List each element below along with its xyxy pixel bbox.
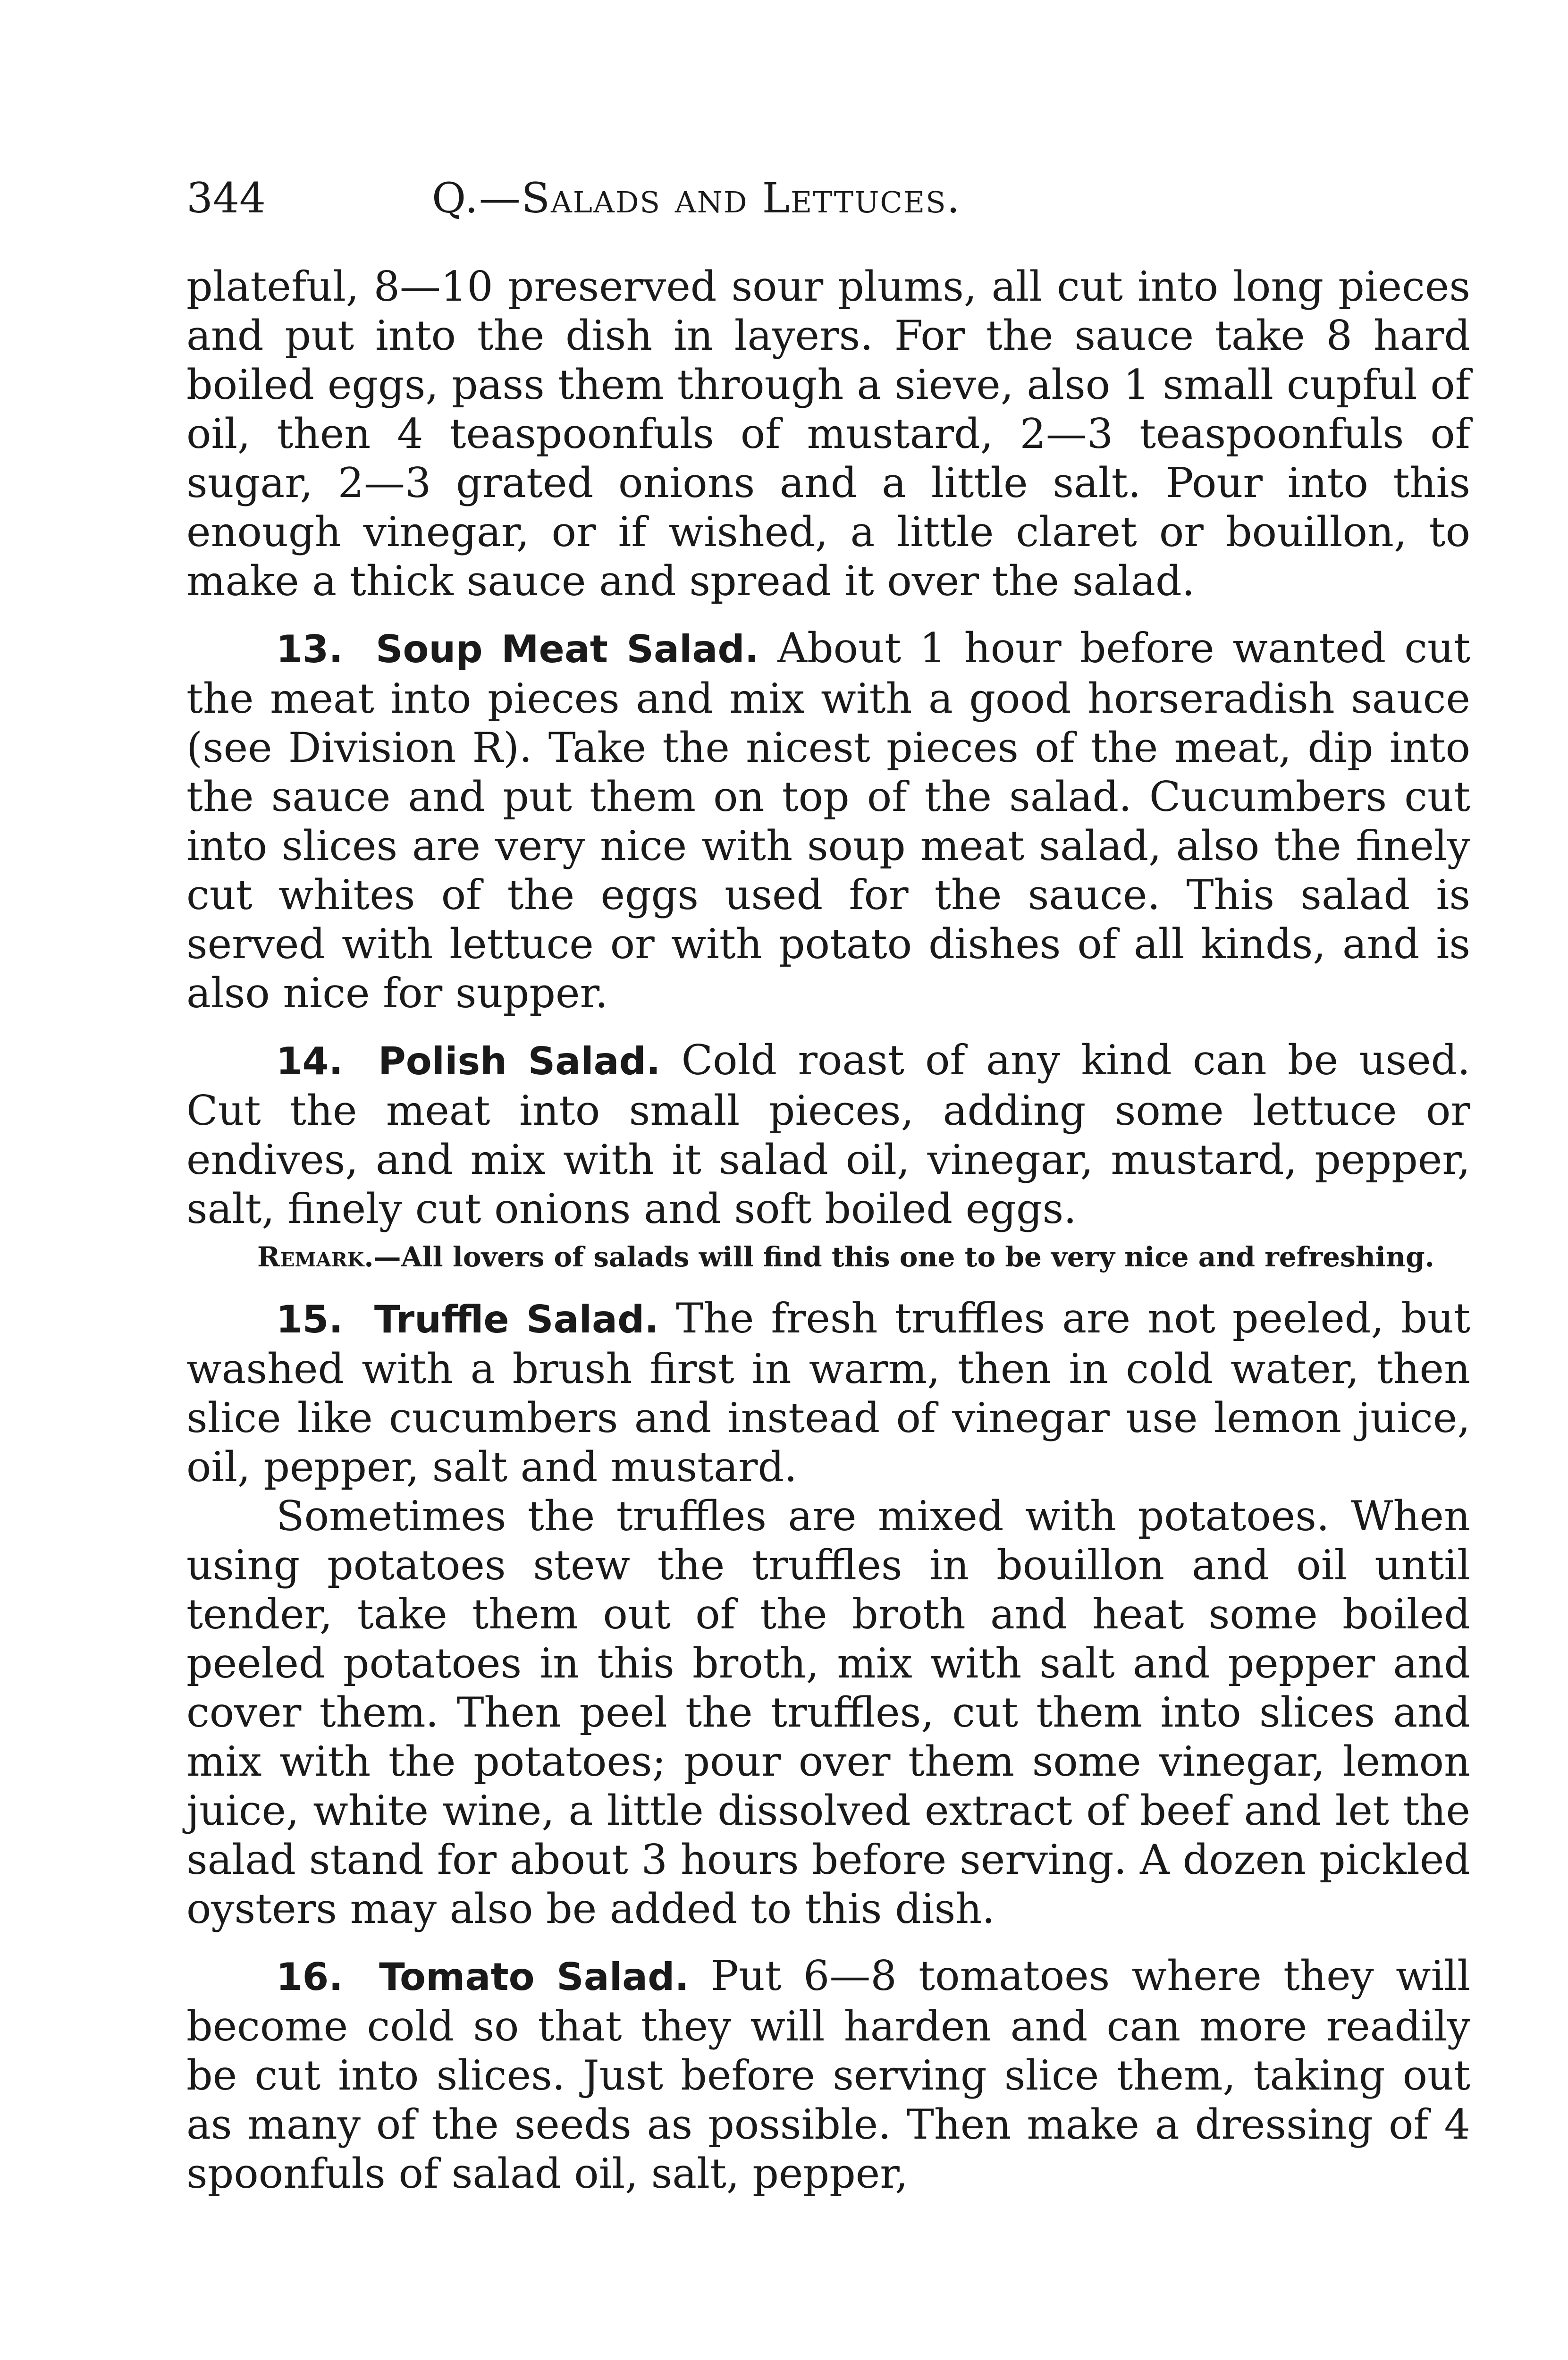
recipe-number: 16. xyxy=(276,1955,343,1999)
recipe-title: Tomato Salad. xyxy=(379,1955,689,1999)
recipe-title: Truffle Salad. xyxy=(374,1298,659,1341)
recipe-number: 14. xyxy=(276,1039,343,1083)
intro-paragraph: plateful, 8—10 preserved sour plums, all cut into long pieces and put into the dish in layers. For the sauce take 8 hard boiled eggs, pass them through a sieve, also 1 small cupful of oil, then 4 teaspoonfuls of mustard, 2—3 teaspoonfuls of sugar, 2—3 grated onions and a little salt. Pour into this enough vinegar, or if wished, a little claret or bouillon, to make a thick sauce and spread it over the salad. xyxy=(186,262,1470,605)
recipe-entry-16 xyxy=(186,1951,1470,2198)
recipe-text: About 1 hour before wanted cut the meat into pieces and mix with a good horseradish sauce (see Division R). Take the nicest pieces of the meat, dip into the sauce and put them on top of the salad. Cucumbers cut into slices are very nice with soup meat salad, also the finely cut whites of the eggs used for the sauce. This salad is served with lettuce or with potato dishes of all kinds, and is also nice for supper. xyxy=(186,624,1471,1017)
recipe-entry-15 xyxy=(186,1294,1470,1492)
page-number: 344 xyxy=(186,174,266,222)
recipe-text: Cold roast of any kind can be used. Cut the meat into small pieces, adding some lettuce or endives, and mix with it salad oil, vinegar, mustard, pepper, salt, finely cut onions and soft boiled eggs. xyxy=(186,1036,1471,1233)
recipe-title: Polish Salad. xyxy=(378,1039,661,1083)
recipe-title: Soup Meat Salad. xyxy=(375,627,759,671)
recipe-continuation: Sometimes the truffles are mixed with potatoes. When using potatoes stew the truffles in bouillon and oil until tender, take them out of the broth and heat some boiled peeled potatoes in this broth, mix with salt and pepper and cover them. Then peel the truffles, cut them into slices and mix with the potatoes; pour over them some vinegar, lemon juice, white wine, a little dissolved extract of beef and let the salad stand for about 3 hours before serving. A dozen pickled oysters may also be added to this dish. xyxy=(186,1492,1470,1933)
recipe-entry-13 xyxy=(186,624,1470,1018)
remark-note xyxy=(186,1238,1470,1276)
recipe-entry-14 xyxy=(186,1036,1470,1233)
recipe-number: 15. xyxy=(276,1298,343,1341)
recipe-text: Put 6—8 tomatoes where they will become cold so that they will harden and can more readily be cut into slices. Just before serving slice them, taking out as many of the seeds as possible. Then make a dressing of 4 spoonfuls of salad oil, salt, pepper, xyxy=(186,1952,1471,2198)
recipe-text: The fresh truffles are not peeled, but washed with a brush first in warm, then in cold water, then slice like cucumbers and instead of vinegar use lemon juice, oil, pepper, salt and mustard. xyxy=(186,1294,1471,1491)
running-head: Q.—Salads and Lettuces. xyxy=(432,174,961,222)
page-header xyxy=(186,172,1473,229)
remark-text: —All lovers of salads will find this one to be very nice and refreshing. xyxy=(373,1241,1434,1273)
recipe-number: 13. xyxy=(276,627,343,671)
remark-label: Remark. xyxy=(257,1241,374,1273)
page-body xyxy=(186,262,1470,2198)
